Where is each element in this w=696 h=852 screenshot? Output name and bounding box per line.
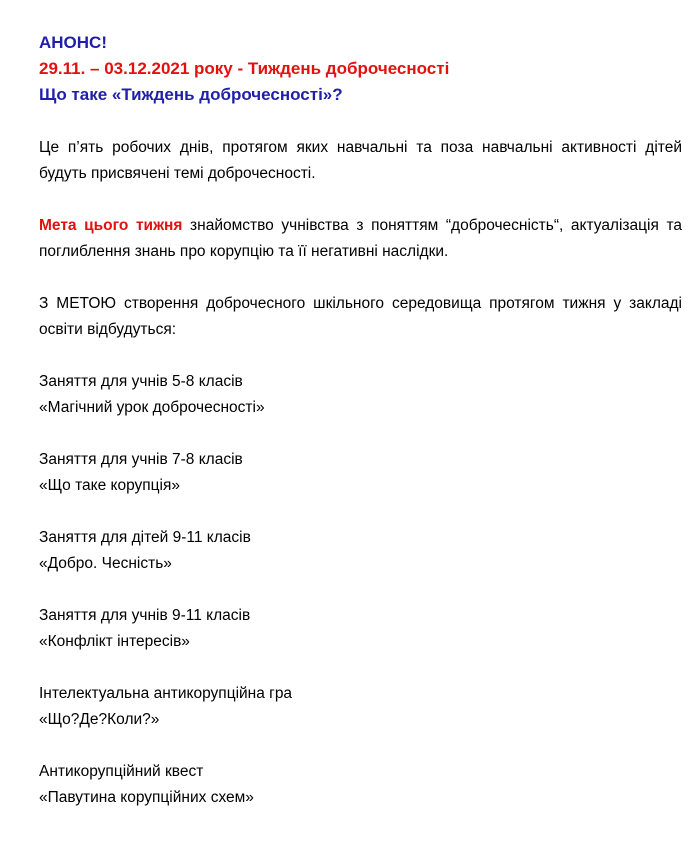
event-item [39,681,682,733]
events-list [39,343,682,811]
event-type: Інтелектуальна антикорупційна гра [39,685,293,702]
event-title: «Магічний урок доброчесності» [39,399,265,416]
event-type: Заняття для учнів 7-8 класів [39,451,243,468]
event-title: «Добро. Чесність» [39,555,172,572]
event-type: Заняття для дітей 9-11 класів [39,529,251,546]
event-item [39,759,682,811]
event-item [39,369,682,421]
goal-paragraph [39,213,682,265]
event-type: Антикорупційний квест [39,763,204,780]
event-title: «Павутина корупційних схем» [39,789,254,806]
event-title: «Що таке корупція» [39,477,181,494]
announce-dates: 29.11. – 03.12.2021 року - Тиждень доброчесності [39,59,450,78]
purpose-paragraph: З МЕТОЮ створення доброчесного шкільного середовища протягом тижня у закладі освіти відбудуться: [39,295,682,338]
event-type: Заняття для учнів 9-11 класів [39,607,251,624]
event-item [39,447,682,499]
event-title: «Конфлікт інтересів» [39,633,190,650]
event-title: «Що?Де?Коли?» [39,711,160,728]
event-item [39,603,682,655]
goal-label: Мета цього тижня [39,217,183,234]
event-type: Заняття для учнів 5-8 класів [39,373,243,390]
goal-text: знайомство учнівства з поняттям “доброчесність“, актуалізація та поглиблення знань про корупцію та її негативні наслідки. [39,217,682,260]
document-page [39,30,682,811]
event-item [39,525,682,577]
announce-question: Що таке «Тиждень доброчесності»? [39,85,343,104]
announce-label: АНОНС! [39,33,107,52]
intro-paragraph: Це п’ять робочих днів, протягом яких навчальні та поза навчальні активності дітей будуть присвячені темі доброчесності. [39,139,682,182]
